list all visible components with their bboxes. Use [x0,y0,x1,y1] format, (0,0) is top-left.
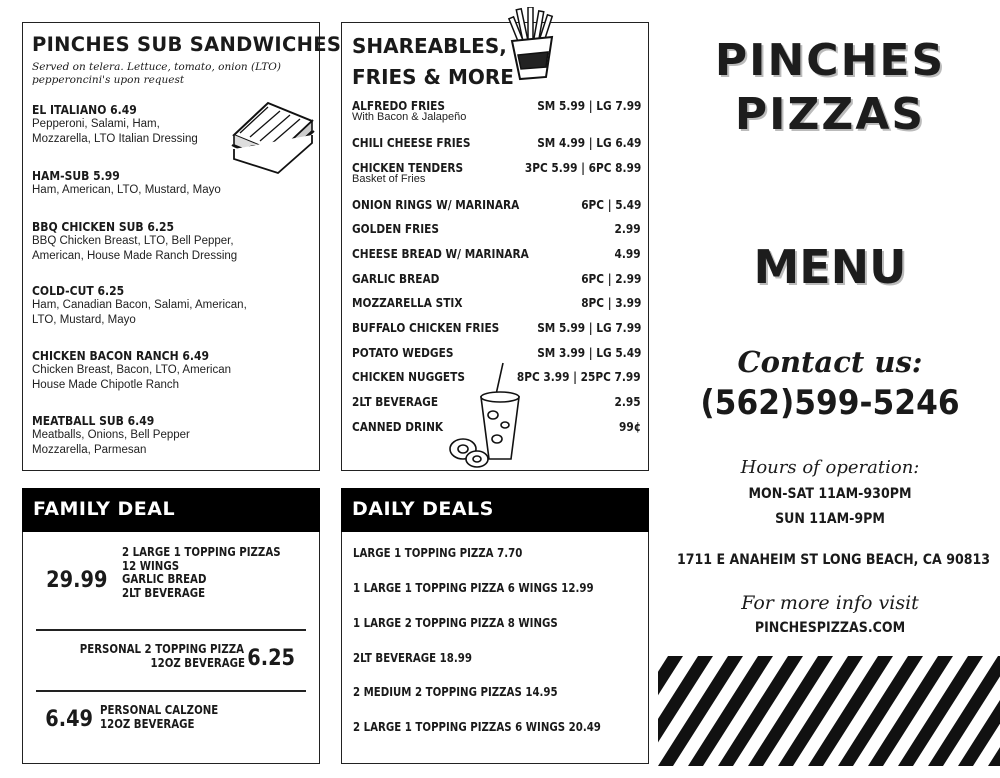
decorative-stripes [658,656,1000,766]
shareable-price: 6PC | 5.49 [580,198,641,212]
sub-item-desc: Mozzarella, Parmesan [32,443,147,456]
shareables-heading-line-2: FRIES & MORE [352,65,514,89]
note-line-2: pepperoncini's upon request [32,73,185,86]
daily-deals-heading: DAILY DEALS [352,498,494,520]
sub-sandwiches-note [32,61,317,86]
shareable-price: 8PC | 3.99 [580,296,641,310]
family-deal-details [122,546,281,600]
family-deal-line: 12OZ BEVERAGE [150,655,246,670]
shareable-name: ALFREDO FRIES [352,99,445,113]
shareable-row [352,272,641,286]
shareable-price: SM 4.99 | LG 6.49 [536,136,641,150]
sub-item-name: BBQ CHICKEN SUB 6.25 [32,220,175,234]
sub-item-desc: Ham, Canadian Bacon, Salami, American, [32,299,247,311]
sub-item [32,414,282,457]
family-deal-line: PERSONAL CALZONE [100,703,219,717]
sub-item-desc: Ham, American, LTO, Mustard, Mayo [32,184,221,196]
family-deal-line: PERSONAL 2 TOPPING PIZZA [79,642,244,656]
shareable-name: GARLIC BREAD [352,272,440,286]
shareable-name: CHEESE BREAD W/ MARINARA [352,247,529,261]
family-deal-line: 12OZ BEVERAGE [100,716,195,731]
shareable-row [352,136,641,150]
sandwich-illustration-icon [228,95,316,175]
shareable-name: POTATO WEDGES [352,346,454,360]
sub-item-desc: BBQ Chicken Breast, LTO, Bell Pepper, [32,235,234,247]
family-deal-line: 12 WINGS [122,558,180,573]
divider [36,690,306,692]
daily-deal-item: LARGE 1 TOPPING PIZZA 7.70 [353,546,523,560]
family-deal-panel [22,488,320,764]
sub-item [32,284,282,327]
shareable-row [352,161,641,185]
phone-number[interactable]: (562)599-5246 [700,383,960,423]
address: 1711 E ANAHEIM ST LONG BEACH, CA 90813 [677,552,991,568]
hours-sunday: SUN 11AM-9PM [775,511,885,527]
daily-deal-item: 2 MEDIUM 2 TOPPING PIZZAS 14.95 [353,685,558,699]
shareables-panel [341,22,649,471]
sub-item-name: MEATBALL SUB 6.49 [32,414,155,428]
hours-weekday: MON-SAT 11AM-930PM [748,486,912,502]
menu-heading: MENU [753,240,907,294]
sub-item-desc: American, House Made Ranch Dressing [32,249,238,262]
family-deal-line: 2LT BEVERAGE [122,585,206,600]
family-deal-details [74,643,244,670]
shareable-price: 8PC 3.99 | 25PC 7.99 [517,370,641,384]
shareable-price: 2.95 [614,395,641,409]
daily-deal-item: 2LT BEVERAGE 18.99 [353,651,472,665]
shareable-name: 2LT BEVERAGE [352,395,439,409]
note-line-1: Served on telera. Lettuce, tomato, onion (LTO) [32,61,281,73]
shareable-price: SM 3.99 | LG 5.49 [536,346,641,360]
shareable-price: 4.99 [614,247,641,261]
sub-item-desc: Chicken Breast, Bacon, LTO, American [32,364,231,376]
sub-item-name: CHICKEN BACON RANCH 6.49 [32,349,210,363]
shareable-name: GOLDEN FRIES [352,222,439,236]
shareable-row [352,321,641,335]
shareable-row [352,346,641,360]
shareable-row [352,222,641,236]
daily-deal-item: 1 LARGE 2 TOPPING PIZZA 8 WINGS [353,616,558,630]
family-deal-price: 6.25 [247,646,296,671]
daily-deals-header [341,488,649,532]
shareable-subtext: Basket of Fries [352,173,426,185]
shareable-subtext: With Bacon & Jalapeño [352,111,467,123]
shareable-row [352,198,641,212]
daily-deals-panel [341,488,649,764]
shareable-price: 3PC 5.99 | 6PC 8.99 [524,161,641,175]
family-deal-line: 2 LARGE 1 TOPPING PIZZAS [122,545,281,559]
sub-item-desc: House Made Chipotle Ranch [32,378,180,391]
shareable-name: CHICKEN NUGGETS [352,370,465,384]
shareable-name: CHILI CHEESE FRIES [352,136,471,150]
shareable-price: SM 5.99 | LG 7.99 [536,99,641,113]
sub-item-desc: Pepperoni, Salami, Ham, [32,118,160,130]
sub-item-name: HAM-SUB 5.99 [32,169,120,183]
hours-label: Hours of operation: [740,457,920,478]
family-deal-header [22,488,320,532]
brand-title [660,34,1000,142]
shareable-row [352,296,641,310]
shareables-heading [352,31,514,93]
brand-title-line-1: PINCHES [714,35,946,86]
sub-item-desc: LTO, Mustard, Mayo [32,313,136,326]
daily-deal-item: 1 LARGE 1 TOPPING PIZZA 6 WINGS 12.99 [353,581,594,595]
more-info-label: For more info visit [741,592,919,614]
shareable-price: SM 5.99 | LG 7.99 [536,321,641,335]
drink-illustration-icon [445,359,535,469]
sub-sandwiches-panel [22,22,342,471]
shareable-name: CHICKEN TENDERS [352,161,464,175]
family-deal-price: 29.99 [46,568,108,593]
sub-item-desc: Meatballs, Onions, Bell Pepper [32,429,190,441]
shareable-name: CANNED DRINK [352,420,444,434]
family-deal-details [100,704,218,731]
shareable-row [352,247,641,261]
family-deal-heading: FAMILY DEAL [33,498,176,520]
brand-title-line-2: PIZZAS [734,89,926,140]
family-deal-price: 6.49 [45,707,94,732]
shareables-heading-line-1: SHAREABLES, [352,34,507,58]
website-link[interactable]: PINCHESPIZZAS.COM [754,620,906,636]
sub-item [32,220,282,263]
sub-item-name: EL ITALIANO 6.49 [32,103,137,117]
shareable-price: 99¢ [618,420,641,434]
shareable-price: 6PC | 2.99 [580,272,641,286]
fries-illustration-icon [502,7,564,81]
divider [36,629,306,631]
shareable-row [352,99,641,123]
shareable-name: ONION RINGS W/ MARINARA [352,198,520,212]
shareable-price: 2.99 [614,222,641,236]
daily-deal-item: 2 LARGE 1 TOPPING PIZZAS 6 WINGS 20.49 [353,720,601,734]
sub-item-desc: Mozzarella, LTO Italian Dressing [32,132,198,145]
sub-item [32,349,282,392]
shareable-name: MOZZARELLA STIX [352,296,463,310]
sub-item-name: COLD-CUT 6.25 [32,284,125,298]
family-deal-line: GARLIC BREAD [122,572,207,586]
sub-sandwiches-heading: PINCHES SUB SANDWICHES [32,33,342,56]
contact-label: Contact us: [737,345,923,379]
shareable-name: BUFFALO CHICKEN FRIES [352,321,500,335]
